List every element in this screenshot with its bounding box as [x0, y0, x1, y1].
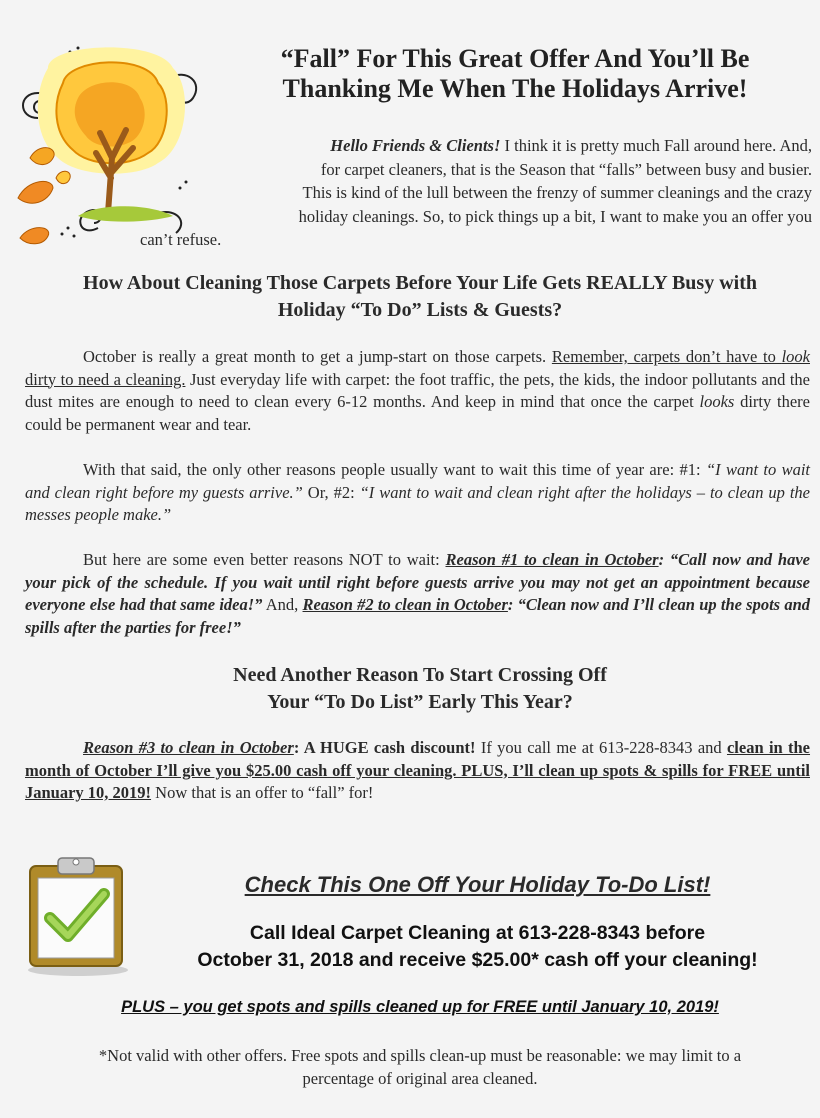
intro-line-2: for carpet cleaners, that is the Season that “falls” between busy and busier.	[320, 159, 812, 179]
p4-text-b: Now that is an offer to “fall” for!	[151, 783, 374, 802]
clipboard-check-icon	[22, 854, 130, 978]
greeting: Hello Friends & Clients!	[330, 136, 501, 155]
intro-line-3: This is kind of the lull between the frenzy of summer cleanings and the crazy	[302, 183, 812, 202]
cta-body	[140, 920, 815, 974]
section-heading-another-reason-line-2: Your “To Do List” Early This Year?	[267, 691, 573, 713]
section-heading-busy-line-1: How About Cleaning Those Carpets Before Your Life Gets REALLY Busy with	[83, 272, 757, 294]
intro-line-1-text: I think it is pretty much Fall around here. And,	[500, 136, 812, 155]
p1-u-look: look	[781, 347, 810, 366]
footnote-line-1: *Not valid with other offers. Free spots and spills clean-up must be reasonable: we may limit to a	[98, 1046, 742, 1065]
footnote-line-2: percentage of original area cleaned.	[302, 1069, 538, 1088]
p2-quote-2: “I want to wait and clean right after the holidays – to clean up the messes people make.”	[25, 482, 810, 524]
p4-text-a: If you call me at 613-228-8343 and	[475, 738, 727, 757]
p1-text-a: October is really a great month to get a jump-start on those carpets.	[83, 347, 552, 366]
intro-paragraph	[25, 134, 812, 252]
reason-1-text: : “Call now and have your pick of the schedule. If you wait until right before guests arrive you may not get an appointment because everyone else had that same idea!”	[25, 550, 810, 614]
paragraph-reasons-to-wait	[25, 459, 810, 527]
reason-2-label: Reason #2 to clean in October	[302, 595, 508, 614]
plus-offer: PLUS – you get spots and spills cleaned up for FREE until January 10, 2019!	[121, 998, 719, 1016]
cta-line-2: October 31, 2018 and receive $25.00* cash off your cleaning!	[197, 949, 758, 971]
offer-details: clean in the month of October I’ll give you $25.00 cash off your cleaning. PLUS, I’ll clean up spots & spills for FREE until January 10, 2019!	[25, 738, 811, 802]
footnote	[30, 1044, 810, 1090]
reason-2-text: : “Clean now and I’ll clean up the spots and spills after the parties for free!”	[25, 595, 811, 637]
p1-text-b: Just everyday life with carpet: the foot traffic, the pets, the kids, the indoor pollutants and the dust mites are enough to need to clean every 6-12 months. And keep in mind that once the carpet	[25, 369, 810, 411]
cta-line-1: Call Ideal Carpet Cleaning at 613-228-8343 before	[249, 922, 706, 944]
intro-line-5: can’t refuse.	[140, 230, 222, 249]
p1-u2: dirty to need a cleaning.	[25, 369, 186, 389]
huge-discount: A HUGE cash discount!	[303, 738, 476, 757]
intro-line-4: holiday cleanings. So, to pick things up a bit, I want to make you an offer you	[298, 206, 812, 226]
paragraph-reasons-not-to-wait	[25, 549, 810, 639]
reason-3-label: Reason #3 to clean in October	[83, 738, 294, 757]
p1-looks: looks	[699, 392, 735, 411]
section-heading-busy-line-2: Holiday “To Do” Lists & Guests?	[277, 299, 563, 321]
intro-line-1	[25, 134, 812, 158]
p3-text-a: But here are some even better reasons NOT to wait:	[83, 550, 446, 569]
section-heading-another-reason	[20, 662, 820, 716]
p1-u1: Remember, carpets don’t have to	[551, 347, 782, 366]
section-heading-busy	[20, 270, 820, 324]
p2-text-a: With that said, the only other reasons people usually want to wait this time of year are: #1:	[83, 460, 706, 479]
cta-title: Check This One Off Your Holiday To-Do List!	[244, 872, 711, 897]
p1-text-c: dirty there could be permanent wear and tear.	[25, 392, 810, 434]
section-heading-another-reason-line-1: Need Another Reason To Start Crossing Off	[233, 664, 607, 686]
page-title	[205, 44, 820, 104]
reason-3-colon: :	[293, 738, 304, 757]
reason-1-label: Reason #1 to clean in October	[445, 550, 659, 569]
paragraph-october	[25, 346, 810, 436]
p3-text-b: And,	[262, 595, 303, 614]
title-line-1: “Fall” For This Great Offer And You’ll Be	[280, 44, 750, 73]
p2-quote-1: “I want to wait and clean right before my guests arrive.”	[25, 460, 810, 502]
p2-text-b: Or, #2:	[302, 482, 360, 502]
paragraph-cash-discount	[25, 737, 810, 805]
title-line-2: Thanking Me When The Holidays Arrive!	[282, 74, 748, 103]
